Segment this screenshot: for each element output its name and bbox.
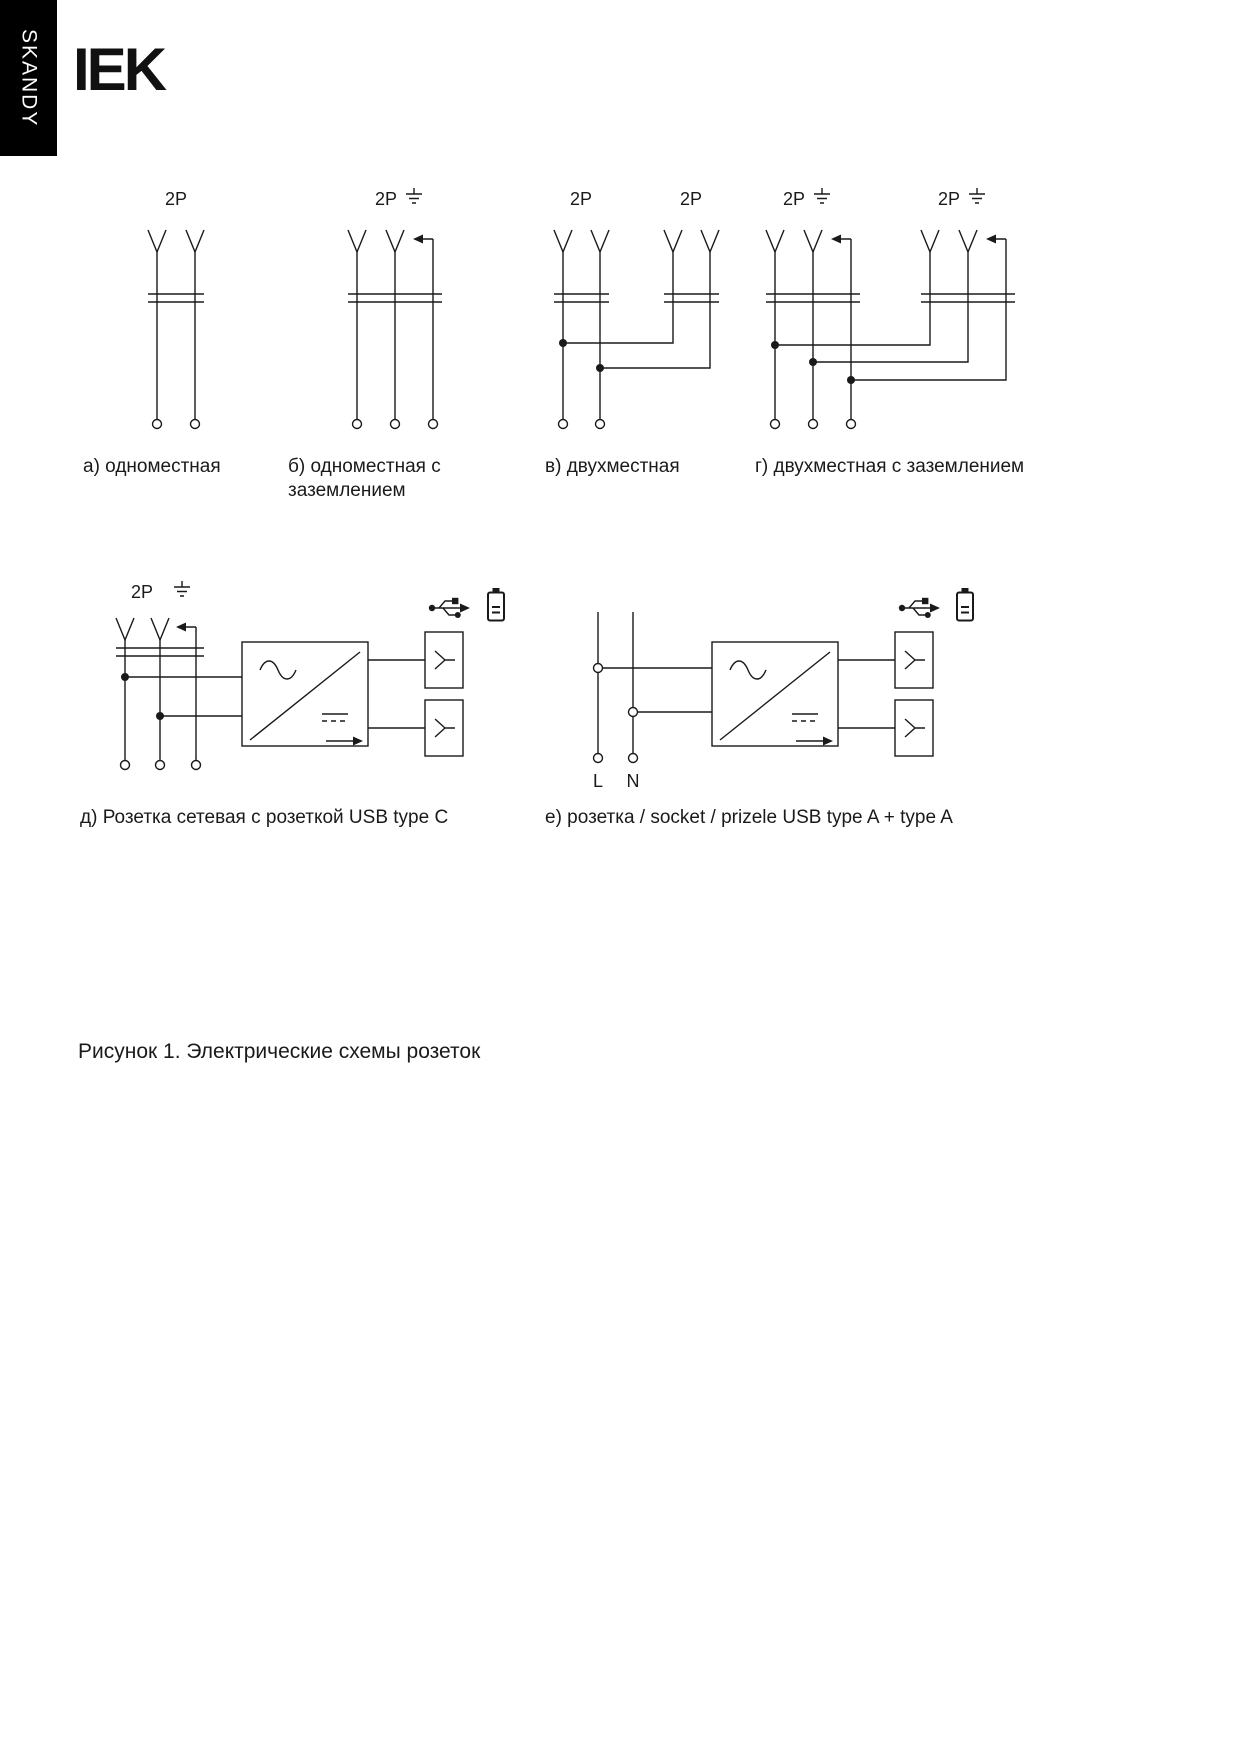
diagram-e-usb-type-a-socket xyxy=(593,588,973,791)
contact-fork xyxy=(804,230,822,252)
junction-dot xyxy=(596,364,604,372)
contact-fork xyxy=(701,230,719,252)
diagram-d-usb-type-c-socket xyxy=(116,581,504,770)
neutral-label: N xyxy=(626,771,640,791)
terminal xyxy=(192,761,201,770)
terminal xyxy=(191,420,200,429)
contact-fork xyxy=(151,618,169,640)
contact-fork xyxy=(148,230,166,252)
usb-icon xyxy=(899,598,940,618)
contact-fork xyxy=(348,230,366,252)
junction-dot xyxy=(559,339,567,347)
terminal xyxy=(156,761,165,770)
diagram-a-single-socket xyxy=(148,189,204,429)
usb-port-box xyxy=(425,632,463,688)
terminal xyxy=(847,420,856,429)
earth-wire xyxy=(833,239,851,420)
earth-wire xyxy=(415,239,433,420)
junction-dot xyxy=(809,358,817,366)
feed-wires xyxy=(603,668,712,712)
output-wires xyxy=(838,660,895,728)
wires xyxy=(598,612,633,754)
battery-icon xyxy=(488,588,504,621)
earth-link-wire xyxy=(851,239,1006,380)
terminal xyxy=(594,754,603,763)
junction-dot xyxy=(847,376,855,384)
pole-label: 2P xyxy=(679,189,703,209)
brand-label: SKANDY xyxy=(17,28,41,128)
line-label: L xyxy=(592,771,604,791)
contact-fork xyxy=(116,618,134,640)
wires xyxy=(563,252,600,420)
contact-fork xyxy=(959,230,977,252)
usb-port-box xyxy=(895,632,933,688)
ground-icon xyxy=(174,581,190,596)
usb-port-box xyxy=(425,700,463,756)
terminal xyxy=(559,420,568,429)
pole-label: 2P xyxy=(569,189,593,209)
diagram-v-caption: в) двухместная xyxy=(545,456,680,477)
pole-label: 2P xyxy=(374,189,398,209)
contact-fork xyxy=(664,230,682,252)
ground-icon xyxy=(969,188,985,203)
terminal xyxy=(121,761,130,770)
contact-fork xyxy=(386,230,404,252)
tap-terminal xyxy=(594,664,603,673)
ground-icon xyxy=(814,188,830,203)
feed-wires xyxy=(125,677,242,716)
earth-wire xyxy=(178,627,196,761)
diagram-b-caption: б) одноместная с заземлением xyxy=(288,456,441,501)
pole-label: 2P xyxy=(937,189,961,209)
terminal xyxy=(629,754,638,763)
terminal xyxy=(153,420,162,429)
acdc-converter-box xyxy=(242,642,368,746)
contact-fork xyxy=(766,230,784,252)
diagram-g-caption: г) двухместная с заземлением xyxy=(755,456,1025,477)
terminal xyxy=(353,420,362,429)
contact-block xyxy=(554,294,719,302)
diagram-d-caption: д) Розетка сетевая с розеткой USB type C xyxy=(80,807,449,828)
acdc-converter-box xyxy=(712,642,838,746)
usb-icon xyxy=(429,598,470,618)
terminal xyxy=(596,420,605,429)
terminal xyxy=(391,420,400,429)
link-wires xyxy=(563,252,710,368)
pole-label: 2P xyxy=(164,189,188,209)
junction-dot xyxy=(156,712,164,720)
wires xyxy=(357,252,395,420)
contact-fork xyxy=(554,230,572,252)
wires xyxy=(157,252,195,420)
link-wires xyxy=(775,252,968,362)
earth-arrow-icon xyxy=(831,235,841,244)
diagram-e-caption: е) розетка / socket / prizele USB type A + type A xyxy=(545,807,953,828)
battery-icon xyxy=(957,588,973,621)
pole-label: 2P xyxy=(782,189,806,209)
output-wires xyxy=(368,660,425,728)
contact-fork xyxy=(591,230,609,252)
contact-block xyxy=(766,294,1015,302)
junction-dot xyxy=(771,341,779,349)
contact-fork xyxy=(921,230,939,252)
figure-caption: Рисунок 1. Электрические схемы розеток xyxy=(78,1040,481,1063)
wires xyxy=(125,640,160,761)
earth-arrow-icon xyxy=(986,235,996,244)
junction-dot xyxy=(121,673,129,681)
diagram-g-double-socket-grounded xyxy=(766,188,1015,429)
pole-label: 2P xyxy=(130,582,154,602)
diagram-a-caption: а) одноместная xyxy=(83,456,221,477)
terminal xyxy=(771,420,780,429)
usb-port-box xyxy=(895,700,933,756)
wires xyxy=(775,252,813,420)
diagram-v-double-socket xyxy=(554,189,719,429)
diagram-b-single-socket-grounded xyxy=(348,188,442,429)
ground-icon xyxy=(406,188,422,203)
contact-fork xyxy=(186,230,204,252)
terminal xyxy=(429,420,438,429)
earth-arrow-icon xyxy=(413,235,423,244)
terminal xyxy=(809,420,818,429)
iek-logo: IEK xyxy=(73,36,165,103)
tap-terminal xyxy=(629,708,638,717)
earth-arrow-icon xyxy=(176,623,186,632)
